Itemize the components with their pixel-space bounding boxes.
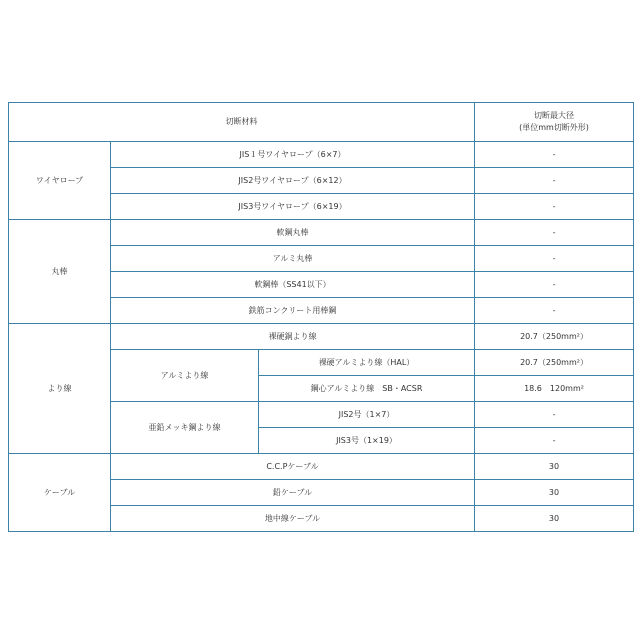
cutting-capacity-table bbox=[8, 102, 634, 532]
header-max-diameter bbox=[475, 103, 634, 142]
max-cell: - bbox=[475, 246, 634, 272]
group-round-bar: 丸棒 bbox=[9, 220, 111, 324]
header-max-line2: (単位mm切断外形) bbox=[519, 123, 589, 132]
max-cell: - bbox=[475, 142, 634, 168]
group-stranded-wire: より線 bbox=[9, 324, 111, 454]
max-cell: - bbox=[475, 194, 634, 220]
item-cell: 鉄筋コンクリート用棒鋼 bbox=[111, 298, 475, 324]
table-row bbox=[9, 220, 634, 246]
item-cell: JIS１号ワイヤロープ（6×7） bbox=[111, 142, 475, 168]
group-wire-rope: ワイヤロープ bbox=[9, 142, 111, 220]
max-cell: - bbox=[475, 168, 634, 194]
item-cell: 軟鋼棒（SS41以下） bbox=[111, 272, 475, 298]
item-cell: 地中線ケーブル bbox=[111, 506, 475, 532]
header-row bbox=[9, 103, 634, 142]
item-cell: JIS3号（1×19） bbox=[259, 428, 475, 454]
max-cell: 30 bbox=[475, 506, 634, 532]
header-max-line1: 切断最大径 bbox=[534, 111, 575, 120]
item-cell: JIS3号ワイヤロープ（6×19） bbox=[111, 194, 475, 220]
max-cell: - bbox=[475, 298, 634, 324]
item-cell: 軟鋼丸棒 bbox=[111, 220, 475, 246]
max-cell: 30 bbox=[475, 480, 634, 506]
max-cell: - bbox=[475, 220, 634, 246]
item-cell: JIS2号ワイヤロープ（6×12） bbox=[111, 168, 475, 194]
item-cell: 鉛ケーブル bbox=[111, 480, 475, 506]
table-row bbox=[9, 142, 634, 168]
max-cell: - bbox=[475, 428, 634, 454]
item-cell: 鋼心アルミより線 SB・ACSR bbox=[259, 376, 475, 402]
max-cell: 30 bbox=[475, 454, 634, 480]
table-row bbox=[9, 454, 634, 480]
item-cell: JIS2号（1×7） bbox=[259, 402, 475, 428]
item-cell: 裸硬アルミより線（HAL） bbox=[259, 350, 475, 376]
item-cell: 裸硬銅より線 bbox=[111, 324, 475, 350]
max-cell: 20.7（250mm²） bbox=[475, 350, 634, 376]
table-row bbox=[9, 324, 634, 350]
max-cell: - bbox=[475, 402, 634, 428]
subgroup-galvanized-strand: 亜鉛メッキ鋼より線 bbox=[111, 402, 259, 454]
subgroup-aluminum-strand: アルミより線 bbox=[111, 350, 259, 402]
max-cell: - bbox=[475, 272, 634, 298]
header-material: 切断材料 bbox=[9, 103, 475, 142]
max-cell: 20.7（250mm²） bbox=[475, 324, 634, 350]
group-cable: ケーブル bbox=[9, 454, 111, 532]
max-cell: 18.6 120mm² bbox=[475, 376, 634, 402]
item-cell: C.C.Pケーブル bbox=[111, 454, 475, 480]
item-cell: アルミ丸棒 bbox=[111, 246, 475, 272]
